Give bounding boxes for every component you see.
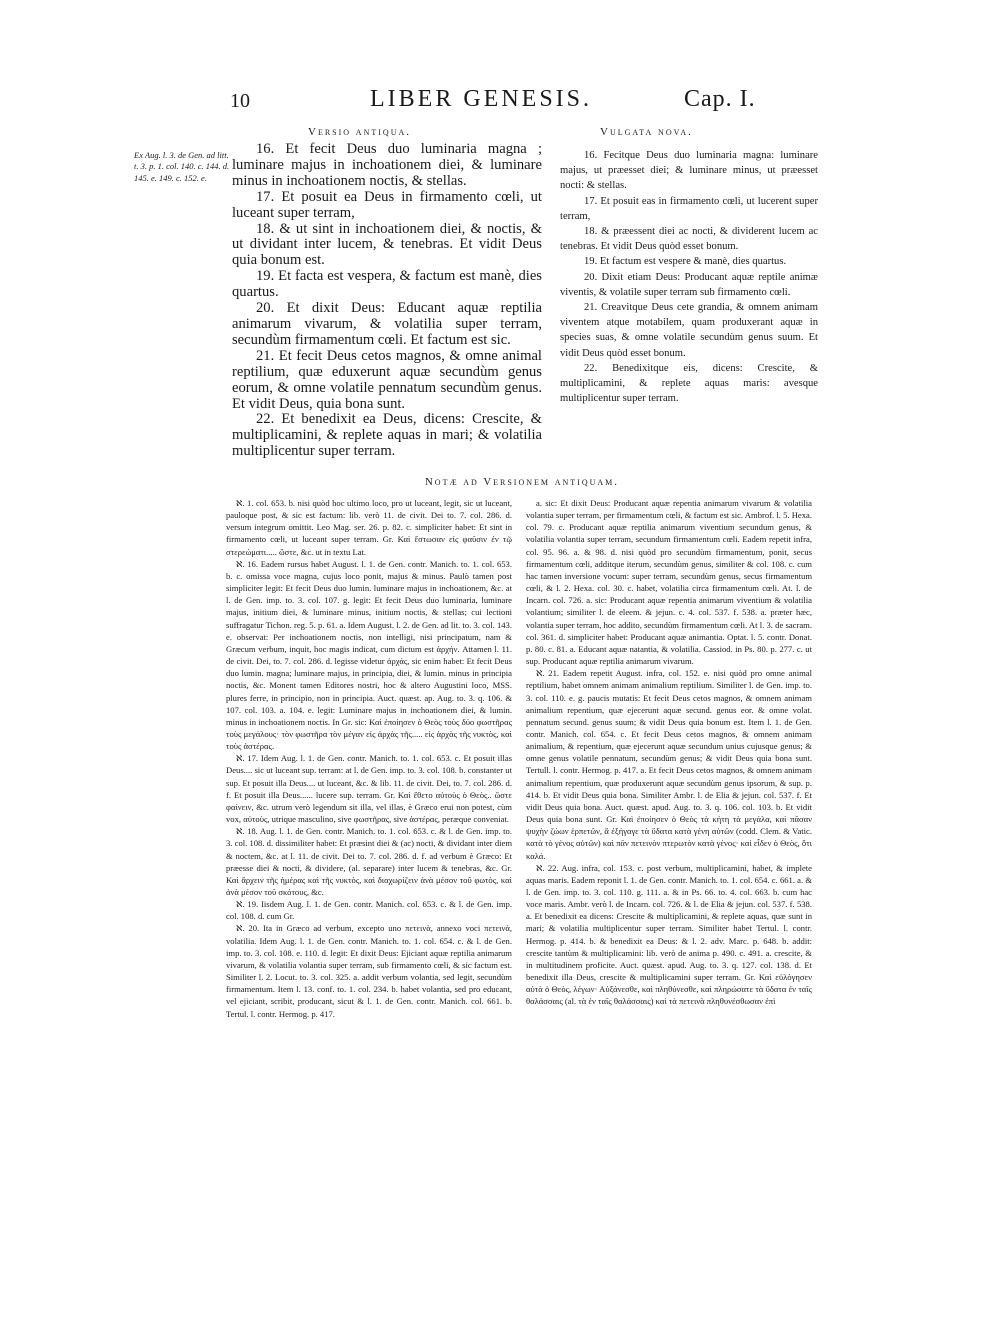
verse-paragraph: 19. Et facta est vespera, & factum est manè, dies quartus. xyxy=(232,268,542,301)
note-paragraph: ℵ. 22. Aug. infra, col. 153. c. post verbum, multiplicamini, habet, & implete aquas maris. Eadem reponit l. 1. de Gen. contr. Manich. to. 1. col. 654. c. 661. a. & l. de Gen. imp. to. 3. col. 110. g. 111. a. & in Ps. 66. to. 4. col. 663. b. cum hac voce maris. Ambr. verò l. de Incarn. col. 726. & l. de Elia & jejun. col. 537. f. 538. a. Et benedixit ea dicens: Crescite & multiplicamini, & replete aquas, quæ sunt in mari; & volatilia multiplicentur super terram. Similiter habet Tertul. l. contr. Hermog. p. 414. b. & benedixit ea Deus: & l. 2. adv. Marc. p. 648. b. addit: crescite tantùm & multiplicamini: lib. verò de anima p. 490. c. 491. a. crescite, & in multitudinem proficite. Auct. quæst. apud. Aug. to. 3. q. 127. col. 138. d. Et benedixit illa Deus, crescite & multiplicamini super terram. Gr. Καὶ εὐλόγησεν αὐτὰ ὁ Θεὸς, λέγων· Αὐξάνεσθε, καὶ πληθύνεσθε, καὶ πληρώσατε τὰ ὕδατα ἐν ταῖς θαλάσσαις (al. τὰ ἐν ταῖς θαλάσσαις) καὶ τὰ πετεινὰ πληθυνέσθωσαν ἐπὶ xyxy=(526,862,812,1007)
verse-paragraph: 18. & præessent diei ac nocti, & dividerent lucem ac tenebras. Et vidit Deus quòd esset bonum. xyxy=(560,226,818,253)
verse-paragraph: 21. Creavitque Deus cete grandia, & omnem animam viventem atque motabilem, quam produxerant aquæ in species suas, & omne volatile secundùm genus suum. Et vidit Deus quòd esset bonum. xyxy=(560,302,818,359)
verse-paragraph: 17. Et posuit eas in firmamento cœli, ut lucerent super terram, xyxy=(560,195,818,222)
note-paragraph: a. sic: Et dixit Deus: Producant aquæ repentia animarum vivarum & volatilia volantia super terram, per firmamentum cœli, & factum est sic. Ambrof. l. 5. Hexa. col. 79. c. Producant aquæ reptilia animarum viventium secundum genus, & volatilia volantia super terram, secundum firmamentum cœli. Eadem repetit infra, col. 95. 96. a. & 98. d. nisi quòd pro secundùm firmamentum, ponit, secus firmamentum cœli, additque iterum, secundùm genus, similiter & col. 108. c. cum hac tamen inversione vocum: super terram, secundùm genus, secus firmamentum cœli, & l. 2. Hexa. col. 30. c. habet, volatilia circa firmamentum cœli. At. l. de Incarn. col. 726. a. sic: Producant aquæ repentia animarum viventium & volatilia volantium; similiter l. de eleem. & jejun. c. 4. col. 537. f. 538. a. præter hæc, volantia super terram, hoc addito, secundùm firmamentum cœli. At l. 3. de sacram. col. 361. d. simpliciter habet: Producant aquæ animantia. Optat. l. 5. contr. Donat. p. 80. c. 81. a. Educant aquæ natantia, & volatilia. Cassiod. in Ps. 80. p. 277. c. ut sup. Producant aquæ reptilia animarum vivarum. xyxy=(526,498,812,667)
verse-paragraph: 21. Et fecit Deus cetos magnos, & omne animal reptilium, quæ eduxerunt aquæ secundùm genus eorum, & omne volatile pennatum secundùm genus. Et vidit Deus, quia bona sunt. xyxy=(232,347,542,412)
note-paragraph: ℵ. 1. col. 653. b. nisi quòd hoc ultimo loco, pro ut luceant, legit, sic ut luceant, pauloque post, & sic est factum: lib. verò 11. de civit. Dei to. 7. col. 286. d. versum integrum omittit. Leo Mag. ser. 26. p. 82. c. simpliciter habet: Et sint in firmamento cœli, ut luceant super terram. Gr. Καὶ ἔστωσαν εἰς φαῦσιν ἐν τῷ στερεώματι..... ὥστε, &c. ut in textu Lat. xyxy=(226,498,512,557)
vulgata-nova-column xyxy=(560,148,818,406)
notes-right-column xyxy=(526,497,812,1008)
verse-paragraph: 22. Et benedixit ea Deus, dicens: Crescite, & multiplicamini, & replete aquas in mari; & volatilia multiplicentur super terram. xyxy=(232,411,542,460)
margin-reference-note: Ex Aug. l. 3. de Gen. ad litt. t. 3. p. 1. col. 140. c. 144. d. 145. e. 149. c. 152. e. xyxy=(134,150,230,183)
notes-section-title: Notæ ad Versionem antiquam. xyxy=(425,476,619,488)
note-paragraph: ℵ. 21. Eadem repetit August. infra, col. 152. e. nisi quòd pro omne animal reptilium, habet omnem animam animalium reptilium. Similiter l. de Gen. imp. to. 3. col. 110. e. g. paucis mutatis: Et fecit Deus cetos magnos, & omnem animam animalium repentium, quæ ejecerunt aquæ secund. genus eor. & omne volat. pennatum secund. genus suum; & vidit Deus quia bonum est. Item l. 1. de Gen. contr. Manich. col. 654. c. Et fecit Deus cetos magnos, & omnem animam animalium, & repentium, quæ ejecerunt aquæ secundum unius cujusque genus; & omne genus volatile pennatum, secundùm genus; & vidit Deus quia bona sunt. Tertull. l. contr. Hermog. p. 417. a. Et fecit Deus cetos magnos, & omnem animam animalium repentium, quæ produxerunt aquæ secundùm genus ipsorum, & sup. p. 414. b. Et vidit Deus quia bona. Similiter Ambr. l. de Elia & jejun. col. 537. f. Et vidit Deus quia bona. Auct. quæst. apud. Aug. to. 3. q. 106. col. 103. b. Et vidit Deus quia bona sunt. Gr. Καὶ ἐποίησεν ὁ Θεὸς τὰ κήτη τὰ μεγάλα, καὶ πᾶσαν ψυχὴν ζώων ἑρπετῶν, ἃ ἐξήγαγε τὰ ὕδατα κατὰ γένη αὐτῶν (codd. Clem. & Vatic. κατὰ τὸ γένος αὐτῶν) καὶ πᾶν πετεινὸν πτερωτὸν κατὰ γένος· καὶ εἶδεν ὁ Θεὸς, ὅτι καλά. xyxy=(526,668,812,861)
note-paragraph: ℵ. 17. Idem Aug. l. 1. de Gen. contr. Manich. to. 1. col. 653. c. Et posuit illas Deus.... sic ut luceant sup. terram: at l. de Gen. imp. to. 3. col. 108. b. constanter ut sup. Et posuit illa Deus.... ut luceant, &c. & lib. 11. de civit. Dei, to. 7. col. 286. d. f. Et posuit illa Deus...... lucere sup. terram. Gr. Καὶ ἔθετο αὐτοὺς ὁ Θεὸς.. ὥστε φαίνειν, &c. utrum verò legendum sit illa, vel illas, è Græco erui non potest, cùm vox, αὐτοὺς, utrique masculino, sive φωστῆρας, sive ἀστέρας, peræque conveniat. xyxy=(226,753,512,825)
note-paragraph: ℵ. 16. Eadem rursus habet August. l. 1. de Gen. contr. Manich. to. 1. col. 653. b. c. omissa voce magna, cujus loco ponit, majus & minus. Paulò tamen post simpliciter legit: Et fecit Deus duo lumin. luminare majus in inchoationem, &c. at l. de Gen. imp. to. 3. col. 107. g. legit: Et fecit Deus duo luminaria, luminare majus, initium diei, & luminare minus, initium noctis, & stellas; cui lectioni suffragatur Tichon. reg. 5. p. 61. a. Idem August. l. 2. de Gen. ad lit. to. 3. col. 143. e. observat: Per inchoationem noctis, non intelligi, nisi principatum, nam & Græcum verbum, inquit, hoc magis indicat, cum dictum est ἀρχήν. Attamen l. 11. de civit. Dei, to. 7. col. 286. d. legisse videtur ἀρχάς, sic enim habet: Et fecit Deus duo lumin. magna; luminare majus, in principia, diei, & lumin. minus in principia noctis, &c. Monent tamen Editores nostri, hoc & altero Augustini loco, MSS. plures ferre, in principio, non in principia. Auct. quæst. ap. Aug. to. 3. q. 106. & 107. col. 103. a. 104. e. legit: Luminare majus in inchoationem diei, & lumin. minus in inchoationem noctis. In Gr. sic: Καὶ ἐποίησεν ὁ Θεὸς τοὺς δύο φωστῆρας τοὺς μεγάλους· τὸν φωστῆρα τὸν μέγαν εἰς ἀρχὰς τῆς..... εἰς ἀρχὰς τῆς νυκτὸς, καὶ τοὺς ἀστέρας. xyxy=(226,558,512,752)
chapter-heading: Cap. I. xyxy=(684,86,756,112)
notes-left-column xyxy=(226,497,512,1020)
note-paragraph: ℵ. 20. Ita in Græco ad verbum, excepto uno πετεινὰ, annexo voci πετεινὰ, volatilia. Idem Aug. l. 1. de Gen. contr. Manich. to. 1. col. 654. c. & l. de Gen. imp. to. 3. col. 108. e. 110. d. legit: Et dixit Deus: Ejiciant aquæ reptilia animarum vivarum, & volatilia volantia super terram, sub firmamento cœli, & sic factum est. Similiter l. 2. Locut. to. 3. col. 325. a. addit verbum volantia, sed legit, secundùm firmamentum. Item l. 13. conf. to. 1. col. 234. b. habet volantia, sed pro educant, vel ejiciant, scribit, producant, sicut & l. 1. de Gen. contr. Manich. col. 661. b. Tertul. l. contr. Hermog. p. 417. xyxy=(226,923,512,1019)
verse-paragraph: 17. Et posuit ea Deus in firmamento cœli, ut luceant super terram, xyxy=(232,188,542,221)
verse-paragraph: 22. Benedixitque eis, dicens: Crescite, & multiplicamini, & replete aquas maris: avesque multiplicentur super terram. xyxy=(560,362,818,405)
verse-paragraph: 18. & ut sint in inchoationem diei, & noctis, & ut dividant inter lucem, & tenebras. Et vidit Deus quia bonum est. xyxy=(232,220,542,269)
page-number: 10 xyxy=(230,90,250,112)
vetus-latina-column xyxy=(232,142,542,460)
left-column-heading: Versio antiqua. xyxy=(308,126,411,138)
note-paragraph: ℵ. 18. Aug. l. 1. de Gen. contr. Manich. to. 1. col. 653. c. & l. de Gen. imp. to. 3. col. 108. d. dissimiliter habet: Et præsint diei & (ac) nocti, & dividant inter diem & noctem, &c. at l. 11. de civit. Dei to. 7. col. 286. d. f. ad verbum è Græco: Et præesse diei & nocti, & dividere, (al. separare) inter lucem & tenebras, &c. Gr. Καὶ ἄρχειν τῆς ἡμέρας καὶ τῆς νυκτὸς, καὶ διαχωρίζειν ἀνὰ μέσον τοῦ φωτὸς, καὶ ἀνὰ μέσον τοῦ σκότους, &c. xyxy=(226,826,512,897)
verse-paragraph: 16. Et fecit Deus duo luminaria magna ; luminare majus in inchoationem diei, & luminare minus in inchoationem noctis, & stellas. xyxy=(232,141,542,189)
right-column-heading: Vulgata nova. xyxy=(600,126,693,138)
verse-paragraph: 20. Dixit etiam Deus: Producant aquæ reptile animæ viventis, & volatile super terram sub firmamento cœli. xyxy=(560,271,818,298)
verse-paragraph: 16. Fecitque Deus duo luminaria magna: luminare majus, ut præesset diei; & luminare minus, ut præesset nocti: & stellas. xyxy=(560,150,818,192)
verse-paragraph: 19. Et factum est vespere & manè, dies quartus. xyxy=(584,256,787,268)
running-title: LIBER GENESIS. xyxy=(370,86,592,112)
note-paragraph: ℵ. 19. Iisdem Aug. l. 1. de Gen. contr. Manich. col. 653. c. & l. de Gen. imp. col. 108. d. cum Gr. xyxy=(226,899,512,922)
page-header xyxy=(222,86,782,120)
verse-paragraph: 20. Et dixit Deus: Educant aquæ reptilia animarum vivarum, & volatilia super terram, secundùm firmamentum cœli. Et factum est sic. xyxy=(232,300,542,348)
